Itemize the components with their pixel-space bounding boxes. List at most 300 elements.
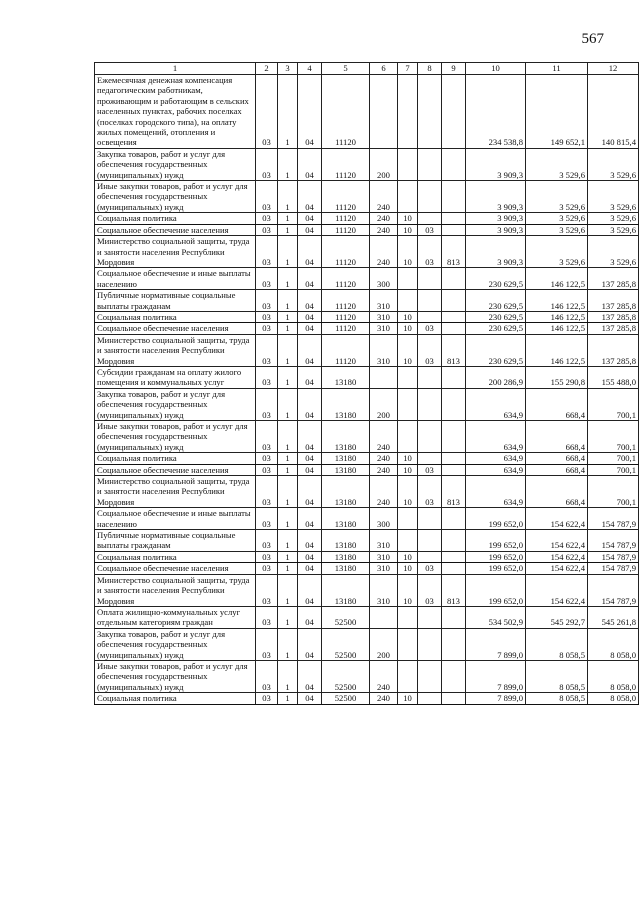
table-row bbox=[95, 224, 639, 235]
ministry-code-cell bbox=[442, 453, 466, 464]
ministry-code-cell: 813 bbox=[442, 574, 466, 606]
subsection-cell: 03 bbox=[418, 476, 442, 508]
code-col3-cell: 1 bbox=[278, 508, 298, 530]
table-row bbox=[95, 421, 639, 453]
section-cell bbox=[398, 181, 418, 213]
code-col4-cell: 04 bbox=[298, 213, 322, 224]
ministry-code-cell bbox=[442, 366, 466, 388]
target-article-cell: 52500 bbox=[322, 660, 370, 692]
expense-type-cell: 310 bbox=[370, 574, 398, 606]
expense-type-cell: 310 bbox=[370, 530, 398, 552]
code-col4-cell: 04 bbox=[298, 508, 322, 530]
row-name-cell: Оплата жилищно-коммунальных услуг отдельным категориям граждан bbox=[95, 606, 256, 628]
table-row bbox=[95, 508, 639, 530]
amount-col10-cell: 230 629,5 bbox=[466, 268, 526, 290]
section-cell: 10 bbox=[398, 213, 418, 224]
amount-col10-cell: 3 909,3 bbox=[466, 148, 526, 180]
section-cell: 10 bbox=[398, 323, 418, 334]
code-col3-cell: 1 bbox=[278, 268, 298, 290]
amount-col10-cell: 230 629,5 bbox=[466, 323, 526, 334]
target-article-cell: 52500 bbox=[322, 628, 370, 660]
amount-col10-cell: 3 909,3 bbox=[466, 224, 526, 235]
row-name-cell: Иные закупки товаров, работ и услуг для обеспечения государственных (муниципальных) нужд bbox=[95, 181, 256, 213]
code-col3-cell: 1 bbox=[278, 388, 298, 420]
target-article-cell: 11120 bbox=[322, 213, 370, 224]
section-cell: 10 bbox=[398, 224, 418, 235]
row-name-cell: Социальная политика bbox=[95, 453, 256, 464]
table-row bbox=[95, 181, 639, 213]
code-col2-cell: 03 bbox=[256, 453, 278, 464]
amount-col11-cell: 149 652,1 bbox=[526, 75, 588, 149]
target-article-cell: 11120 bbox=[322, 181, 370, 213]
target-article-cell: 11120 bbox=[322, 311, 370, 322]
code-col4-cell: 04 bbox=[298, 334, 322, 366]
code-col3-cell: 1 bbox=[278, 693, 298, 704]
row-name-cell: Публичные нормативные социальные выплаты гражданам bbox=[95, 530, 256, 552]
subsection-cell bbox=[418, 388, 442, 420]
code-col2-cell: 03 bbox=[256, 508, 278, 530]
expense-type-cell: 240 bbox=[370, 181, 398, 213]
table-row bbox=[95, 563, 639, 574]
code-col2-cell: 03 bbox=[256, 181, 278, 213]
amount-col10-cell: 7 899,0 bbox=[466, 628, 526, 660]
target-article-cell: 13180 bbox=[322, 388, 370, 420]
code-col3-cell: 1 bbox=[278, 213, 298, 224]
amount-col11-cell: 146 122,5 bbox=[526, 290, 588, 312]
code-col2-cell: 03 bbox=[256, 311, 278, 322]
row-name-cell: Социальная политика bbox=[95, 693, 256, 704]
header-cell: 4 bbox=[298, 63, 322, 75]
code-col4-cell: 04 bbox=[298, 628, 322, 660]
code-col3-cell: 1 bbox=[278, 530, 298, 552]
amount-col12-cell: 700,1 bbox=[588, 453, 639, 464]
expense-type-cell: 240 bbox=[370, 693, 398, 704]
code-col4-cell: 04 bbox=[298, 563, 322, 574]
amount-col12-cell: 137 285,8 bbox=[588, 311, 639, 322]
subsection-cell bbox=[418, 628, 442, 660]
header-cell: 11 bbox=[526, 63, 588, 75]
code-col3-cell: 1 bbox=[278, 323, 298, 334]
amount-col10-cell: 199 652,0 bbox=[466, 530, 526, 552]
subsection-cell: 03 bbox=[418, 224, 442, 235]
section-cell bbox=[398, 366, 418, 388]
expense-type-cell: 310 bbox=[370, 563, 398, 574]
amount-col10-cell: 234 538,8 bbox=[466, 75, 526, 149]
code-col2-cell: 03 bbox=[256, 563, 278, 574]
target-article-cell: 13180 bbox=[322, 366, 370, 388]
header-cell: 2 bbox=[256, 63, 278, 75]
ministry-code-cell bbox=[442, 693, 466, 704]
ministry-code-cell bbox=[442, 563, 466, 574]
section-cell bbox=[398, 388, 418, 420]
subsection-cell: 03 bbox=[418, 464, 442, 475]
code-col2-cell: 03 bbox=[256, 628, 278, 660]
code-col3-cell: 1 bbox=[278, 628, 298, 660]
code-col4-cell: 04 bbox=[298, 224, 322, 235]
code-col2-cell: 03 bbox=[256, 606, 278, 628]
row-name-cell: Министерство социальной защиты, труда и занятости населения Республики Мордовия bbox=[95, 574, 256, 606]
target-article-cell: 11120 bbox=[322, 224, 370, 235]
expense-type-cell: 300 bbox=[370, 268, 398, 290]
target-article-cell: 13180 bbox=[322, 476, 370, 508]
amount-col11-cell: 8 058,5 bbox=[526, 693, 588, 704]
amount-col10-cell: 230 629,5 bbox=[466, 334, 526, 366]
code-col2-cell: 03 bbox=[256, 75, 278, 149]
target-article-cell: 11120 bbox=[322, 148, 370, 180]
target-article-cell: 52500 bbox=[322, 606, 370, 628]
ministry-code-cell: 813 bbox=[442, 334, 466, 366]
code-col4-cell: 04 bbox=[298, 453, 322, 464]
ministry-code-cell bbox=[442, 530, 466, 552]
amount-col12-cell: 545 261,8 bbox=[588, 606, 639, 628]
header-cell: 9 bbox=[442, 63, 466, 75]
table-row bbox=[95, 551, 639, 562]
subsection-cell bbox=[418, 453, 442, 464]
code-col3-cell: 1 bbox=[278, 453, 298, 464]
amount-col11-cell: 154 622,4 bbox=[526, 563, 588, 574]
amount-col10-cell: 200 286,9 bbox=[466, 366, 526, 388]
target-article-cell: 13180 bbox=[322, 563, 370, 574]
amount-col11-cell: 146 122,5 bbox=[526, 334, 588, 366]
target-article-cell: 11120 bbox=[322, 75, 370, 149]
code-col2-cell: 03 bbox=[256, 660, 278, 692]
code-col2-cell: 03 bbox=[256, 693, 278, 704]
table-row bbox=[95, 693, 639, 704]
ministry-code-cell bbox=[442, 311, 466, 322]
code-col4-cell: 04 bbox=[298, 530, 322, 552]
amount-col12-cell: 8 058,0 bbox=[588, 693, 639, 704]
target-article-cell: 13180 bbox=[322, 421, 370, 453]
code-col2-cell: 03 bbox=[256, 476, 278, 508]
amount-col12-cell: 700,1 bbox=[588, 421, 639, 453]
amount-col11-cell: 668,4 bbox=[526, 421, 588, 453]
ministry-code-cell bbox=[442, 323, 466, 334]
code-col4-cell: 04 bbox=[298, 290, 322, 312]
section-cell bbox=[398, 421, 418, 453]
table-row bbox=[95, 236, 639, 268]
table-row bbox=[95, 323, 639, 334]
code-col3-cell: 1 bbox=[278, 574, 298, 606]
amount-col12-cell: 154 787,9 bbox=[588, 563, 639, 574]
row-name-cell: Социальное обеспечение и иные выплаты населению bbox=[95, 268, 256, 290]
amount-col11-cell: 668,4 bbox=[526, 476, 588, 508]
code-col4-cell: 04 bbox=[298, 388, 322, 420]
ministry-code-cell bbox=[442, 628, 466, 660]
amount-col10-cell: 7 899,0 bbox=[466, 693, 526, 704]
code-col4-cell: 04 bbox=[298, 323, 322, 334]
ministry-code-cell bbox=[442, 421, 466, 453]
code-col2-cell: 03 bbox=[256, 388, 278, 420]
code-col4-cell: 04 bbox=[298, 75, 322, 149]
subsection-cell bbox=[418, 693, 442, 704]
code-col3-cell: 1 bbox=[278, 563, 298, 574]
code-col4-cell: 04 bbox=[298, 464, 322, 475]
row-name-cell: Министерство социальной защиты, труда и занятости населения Республики Мордовия bbox=[95, 236, 256, 268]
amount-col10-cell: 634,9 bbox=[466, 464, 526, 475]
code-col4-cell: 04 bbox=[298, 268, 322, 290]
code-col4-cell: 04 bbox=[298, 693, 322, 704]
amount-col11-cell: 154 622,4 bbox=[526, 530, 588, 552]
ministry-code-cell bbox=[442, 148, 466, 180]
header-cell: 6 bbox=[370, 63, 398, 75]
subsection-cell bbox=[418, 606, 442, 628]
table-row bbox=[95, 388, 639, 420]
row-name-cell: Социальное обеспечение населения bbox=[95, 224, 256, 235]
code-col2-cell: 03 bbox=[256, 334, 278, 366]
section-cell: 10 bbox=[398, 453, 418, 464]
amount-col11-cell: 668,4 bbox=[526, 464, 588, 475]
ministry-code-cell: 813 bbox=[442, 236, 466, 268]
header-cell: 3 bbox=[278, 63, 298, 75]
code-col2-cell: 03 bbox=[256, 213, 278, 224]
amount-col10-cell: 199 652,0 bbox=[466, 508, 526, 530]
table-row bbox=[95, 476, 639, 508]
subsection-cell: 03 bbox=[418, 323, 442, 334]
amount-col12-cell: 3 529,6 bbox=[588, 236, 639, 268]
table-row bbox=[95, 311, 639, 322]
header-cell: 10 bbox=[466, 63, 526, 75]
subsection-cell bbox=[418, 290, 442, 312]
amount-col10-cell: 7 899,0 bbox=[466, 660, 526, 692]
amount-col12-cell: 3 529,6 bbox=[588, 181, 639, 213]
target-article-cell: 11120 bbox=[322, 236, 370, 268]
target-article-cell: 13180 bbox=[322, 464, 370, 475]
row-name-cell: Иные закупки товаров, работ и услуг для обеспечения государственных (муниципальных) нужд bbox=[95, 660, 256, 692]
table-row bbox=[95, 453, 639, 464]
row-name-cell: Социальная политика bbox=[95, 213, 256, 224]
section-cell bbox=[398, 606, 418, 628]
section-cell bbox=[398, 530, 418, 552]
code-col3-cell: 1 bbox=[278, 224, 298, 235]
expense-type-cell bbox=[370, 75, 398, 149]
code-col3-cell: 1 bbox=[278, 421, 298, 453]
amount-col11-cell: 668,4 bbox=[526, 388, 588, 420]
code-col3-cell: 1 bbox=[278, 660, 298, 692]
table-row bbox=[95, 366, 639, 388]
subsection-cell bbox=[418, 181, 442, 213]
amount-col12-cell: 700,1 bbox=[588, 388, 639, 420]
amount-col11-cell: 146 122,5 bbox=[526, 268, 588, 290]
expense-type-cell: 240 bbox=[370, 236, 398, 268]
code-col2-cell: 03 bbox=[256, 530, 278, 552]
section-cell: 10 bbox=[398, 334, 418, 366]
row-name-cell: Публичные нормативные социальные выплаты гражданам bbox=[95, 290, 256, 312]
table-row bbox=[95, 75, 639, 149]
header-row bbox=[95, 63, 639, 75]
amount-col11-cell: 154 622,4 bbox=[526, 574, 588, 606]
row-name-cell: Социальное обеспечение населения bbox=[95, 563, 256, 574]
code-col3-cell: 1 bbox=[278, 606, 298, 628]
expense-type-cell: 200 bbox=[370, 148, 398, 180]
amount-col12-cell: 154 787,9 bbox=[588, 508, 639, 530]
section-cell bbox=[398, 75, 418, 149]
amount-col12-cell: 140 815,4 bbox=[588, 75, 639, 149]
table-row bbox=[95, 530, 639, 552]
amount-col12-cell: 137 285,8 bbox=[588, 323, 639, 334]
amount-col12-cell: 154 787,9 bbox=[588, 530, 639, 552]
header-cell: 7 bbox=[398, 63, 418, 75]
expense-type-cell: 200 bbox=[370, 628, 398, 660]
expense-type-cell bbox=[370, 366, 398, 388]
row-name-cell: Закупка товаров, работ и услуг для обеспечения государственных (муниципальных) нужд bbox=[95, 628, 256, 660]
ministry-code-cell bbox=[442, 224, 466, 235]
target-article-cell: 13180 bbox=[322, 508, 370, 530]
code-col3-cell: 1 bbox=[278, 181, 298, 213]
expense-type-cell: 310 bbox=[370, 323, 398, 334]
section-cell bbox=[398, 290, 418, 312]
subsection-cell bbox=[418, 311, 442, 322]
amount-col12-cell: 3 529,6 bbox=[588, 224, 639, 235]
header-cell: 5 bbox=[322, 63, 370, 75]
expense-type-cell: 310 bbox=[370, 551, 398, 562]
expense-type-cell: 240 bbox=[370, 476, 398, 508]
section-cell bbox=[398, 660, 418, 692]
code-col2-cell: 03 bbox=[256, 268, 278, 290]
subsection-cell: 03 bbox=[418, 236, 442, 268]
code-col2-cell: 03 bbox=[256, 421, 278, 453]
code-col3-cell: 1 bbox=[278, 311, 298, 322]
subsection-cell bbox=[418, 366, 442, 388]
table-row bbox=[95, 628, 639, 660]
row-name-cell: Социальное обеспечение населения bbox=[95, 323, 256, 334]
amount-col11-cell: 668,4 bbox=[526, 453, 588, 464]
code-col2-cell: 03 bbox=[256, 323, 278, 334]
code-col2-cell: 03 bbox=[256, 290, 278, 312]
row-name-cell: Иные закупки товаров, работ и услуг для обеспечения государственных (муниципальных) нужд bbox=[95, 421, 256, 453]
subsection-cell bbox=[418, 530, 442, 552]
row-name-cell: Закупка товаров, работ и услуг для обеспечения государственных (муниципальных) нужд bbox=[95, 388, 256, 420]
code-col4-cell: 04 bbox=[298, 421, 322, 453]
amount-col11-cell: 154 622,4 bbox=[526, 551, 588, 562]
expense-type-cell: 200 bbox=[370, 388, 398, 420]
code-col2-cell: 03 bbox=[256, 236, 278, 268]
target-article-cell: 11120 bbox=[322, 268, 370, 290]
target-article-cell: 11120 bbox=[322, 323, 370, 334]
code-col2-cell: 03 bbox=[256, 551, 278, 562]
subsection-cell: 03 bbox=[418, 334, 442, 366]
code-col4-cell: 04 bbox=[298, 551, 322, 562]
code-col2-cell: 03 bbox=[256, 574, 278, 606]
amount-col10-cell: 230 629,5 bbox=[466, 290, 526, 312]
amount-col10-cell: 199 652,0 bbox=[466, 551, 526, 562]
amount-col11-cell: 3 529,6 bbox=[526, 148, 588, 180]
section-cell bbox=[398, 148, 418, 180]
amount-col12-cell: 154 787,9 bbox=[588, 574, 639, 606]
expense-type-cell: 240 bbox=[370, 421, 398, 453]
subsection-cell bbox=[418, 660, 442, 692]
amount-col12-cell: 8 058,0 bbox=[588, 628, 639, 660]
ministry-code-cell bbox=[442, 181, 466, 213]
section-cell: 10 bbox=[398, 464, 418, 475]
code-col3-cell: 1 bbox=[278, 551, 298, 562]
code-col2-cell: 03 bbox=[256, 464, 278, 475]
amount-col11-cell: 8 058,5 bbox=[526, 660, 588, 692]
row-name-cell: Ежемесячная денежная компенсация педагогическим работникам, проживающим и работающим в сельских населенных пунктах, рабочих поселках (поселках городского типа), на оплату жилых помещений, отопления и освещения bbox=[95, 75, 256, 149]
code-col4-cell: 04 bbox=[298, 236, 322, 268]
subsection-cell bbox=[418, 213, 442, 224]
amount-col10-cell: 230 629,5 bbox=[466, 311, 526, 322]
code-col4-cell: 04 bbox=[298, 606, 322, 628]
header-cell: 8 bbox=[418, 63, 442, 75]
amount-col11-cell: 3 529,6 bbox=[526, 236, 588, 268]
ministry-code-cell bbox=[442, 388, 466, 420]
subsection-cell bbox=[418, 148, 442, 180]
amount-col11-cell: 3 529,6 bbox=[526, 181, 588, 213]
table-row bbox=[95, 606, 639, 628]
ministry-code-cell bbox=[442, 290, 466, 312]
amount-col10-cell: 634,9 bbox=[466, 421, 526, 453]
code-col3-cell: 1 bbox=[278, 236, 298, 268]
amount-col10-cell: 534 502,9 bbox=[466, 606, 526, 628]
code-col3-cell: 1 bbox=[278, 290, 298, 312]
expense-type-cell: 240 bbox=[370, 213, 398, 224]
amount-col11-cell: 545 292,7 bbox=[526, 606, 588, 628]
header-cell: 12 bbox=[588, 63, 639, 75]
expense-type-cell: 240 bbox=[370, 224, 398, 235]
amount-col11-cell: 3 529,6 bbox=[526, 224, 588, 235]
budget-table bbox=[94, 62, 639, 705]
ministry-code-cell bbox=[442, 268, 466, 290]
target-article-cell: 11120 bbox=[322, 334, 370, 366]
row-name-cell: Социальное обеспечение и иные выплаты населению bbox=[95, 508, 256, 530]
amount-col12-cell: 8 058,0 bbox=[588, 660, 639, 692]
section-cell: 10 bbox=[398, 693, 418, 704]
section-cell: 10 bbox=[398, 563, 418, 574]
code-col3-cell: 1 bbox=[278, 366, 298, 388]
target-article-cell: 13180 bbox=[322, 453, 370, 464]
target-article-cell: 13180 bbox=[322, 574, 370, 606]
expense-type-cell: 300 bbox=[370, 508, 398, 530]
table-row bbox=[95, 268, 639, 290]
amount-col10-cell: 3 909,3 bbox=[466, 213, 526, 224]
amount-col12-cell: 137 285,8 bbox=[588, 290, 639, 312]
code-col4-cell: 04 bbox=[298, 574, 322, 606]
target-article-cell: 13180 bbox=[322, 530, 370, 552]
target-article-cell: 52500 bbox=[322, 693, 370, 704]
amount-col11-cell: 155 290,8 bbox=[526, 366, 588, 388]
target-article-cell: 13180 bbox=[322, 551, 370, 562]
amount-col10-cell: 199 652,0 bbox=[466, 574, 526, 606]
amount-col12-cell: 700,1 bbox=[588, 464, 639, 475]
table-row bbox=[95, 334, 639, 366]
ministry-code-cell bbox=[442, 213, 466, 224]
amount-col11-cell: 146 122,5 bbox=[526, 323, 588, 334]
expense-type-cell: 310 bbox=[370, 290, 398, 312]
expense-type-cell: 310 bbox=[370, 311, 398, 322]
section-cell: 10 bbox=[398, 311, 418, 322]
row-name-cell: Социальная политика bbox=[95, 551, 256, 562]
code-col2-cell: 03 bbox=[256, 224, 278, 235]
code-col4-cell: 04 bbox=[298, 366, 322, 388]
section-cell: 10 bbox=[398, 236, 418, 268]
table-row bbox=[95, 148, 639, 180]
amount-col10-cell: 634,9 bbox=[466, 453, 526, 464]
section-cell: 10 bbox=[398, 476, 418, 508]
table-row bbox=[95, 660, 639, 692]
section-cell: 10 bbox=[398, 551, 418, 562]
amount-col12-cell: 700,1 bbox=[588, 476, 639, 508]
code-col3-cell: 1 bbox=[278, 148, 298, 180]
row-name-cell: Министерство социальной защиты, труда и занятости населения Республики Мордовия bbox=[95, 334, 256, 366]
page-number: 567 bbox=[581, 31, 604, 47]
code-col4-cell: 04 bbox=[298, 476, 322, 508]
amount-col10-cell: 634,9 bbox=[466, 476, 526, 508]
ministry-code-cell bbox=[442, 551, 466, 562]
amount-col12-cell: 154 787,9 bbox=[588, 551, 639, 562]
amount-col11-cell: 146 122,5 bbox=[526, 311, 588, 322]
subsection-cell: 03 bbox=[418, 574, 442, 606]
code-col2-cell: 03 bbox=[256, 366, 278, 388]
